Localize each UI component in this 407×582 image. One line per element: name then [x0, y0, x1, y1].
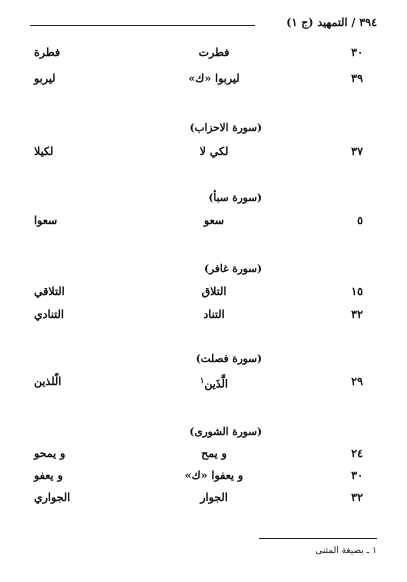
corrected-word: ليربو [34, 72, 56, 85]
table-row [0, 308, 407, 328]
original-word-text: الَّذَين [204, 377, 228, 391]
section-heading-fussilat: (سورة فصلت) [195, 353, 262, 365]
original-word: لكي لا [199, 145, 229, 158]
table-row [0, 285, 407, 305]
header-rule [30, 25, 255, 26]
corrected-word: و يعفو [34, 469, 63, 482]
verse-number: ٥ [357, 214, 363, 227]
corrected-word: التلاقي [34, 285, 65, 298]
table-row [0, 491, 407, 511]
original-word: فطرت [198, 46, 230, 59]
verse-number: ٣٢ [351, 491, 363, 504]
table-row [0, 72, 407, 92]
section-heading-ash-shura: (سورة الشورى) [189, 426, 262, 438]
corrected-word: الّلذين [34, 375, 62, 388]
footnote-rule [259, 538, 377, 539]
verse-number: ٣٠ [351, 46, 363, 59]
verse-number: ٢٤ [351, 447, 363, 460]
section-heading-al-ahzab: (سورة الاحزاب) [189, 122, 262, 134]
table-row [0, 375, 407, 395]
table-row [0, 145, 407, 165]
table-row [0, 46, 407, 66]
corrected-word: التنادي [34, 308, 64, 321]
original-word: سعو [203, 214, 225, 227]
table-row [0, 214, 407, 234]
original-word: التناد [203, 308, 225, 321]
page-header-text: ٣٩٤ / التمهيد (ج ١) [286, 16, 377, 29]
table-row [0, 447, 407, 467]
section-heading-saba: (سورة سبأ) [208, 192, 262, 204]
corrected-word: و يمحو [34, 447, 66, 460]
verse-number: ٣٠ [351, 469, 363, 482]
original-word [169, 375, 259, 391]
verse-number: ١٥ [351, 285, 363, 298]
verse-number: ٣٩ [351, 72, 363, 85]
corrected-word: لكيلا [34, 145, 54, 158]
table-row [0, 469, 407, 489]
original-word: الجوار [200, 491, 228, 504]
footnote-marker: ١ [200, 375, 205, 385]
page-header [30, 16, 377, 34]
verse-number: ٣٧ [351, 145, 363, 158]
original-word: و يعفوا «ك» [184, 469, 244, 482]
verse-number: ٣٢ [351, 308, 363, 321]
original-word: التلاق [201, 285, 227, 298]
original-word: و يمح [201, 447, 227, 460]
corrected-word: فطرة [34, 46, 61, 59]
original-word: ليربوا «ك» [188, 72, 240, 85]
verse-number: ٢٩ [351, 375, 363, 388]
corrected-word: سعوا [34, 214, 58, 227]
footnote: ١ ـ بصيغة المثنى [315, 546, 377, 556]
corrected-word: الجواري [34, 491, 71, 504]
section-heading-ghafir: (سورة غافر) [204, 263, 262, 275]
